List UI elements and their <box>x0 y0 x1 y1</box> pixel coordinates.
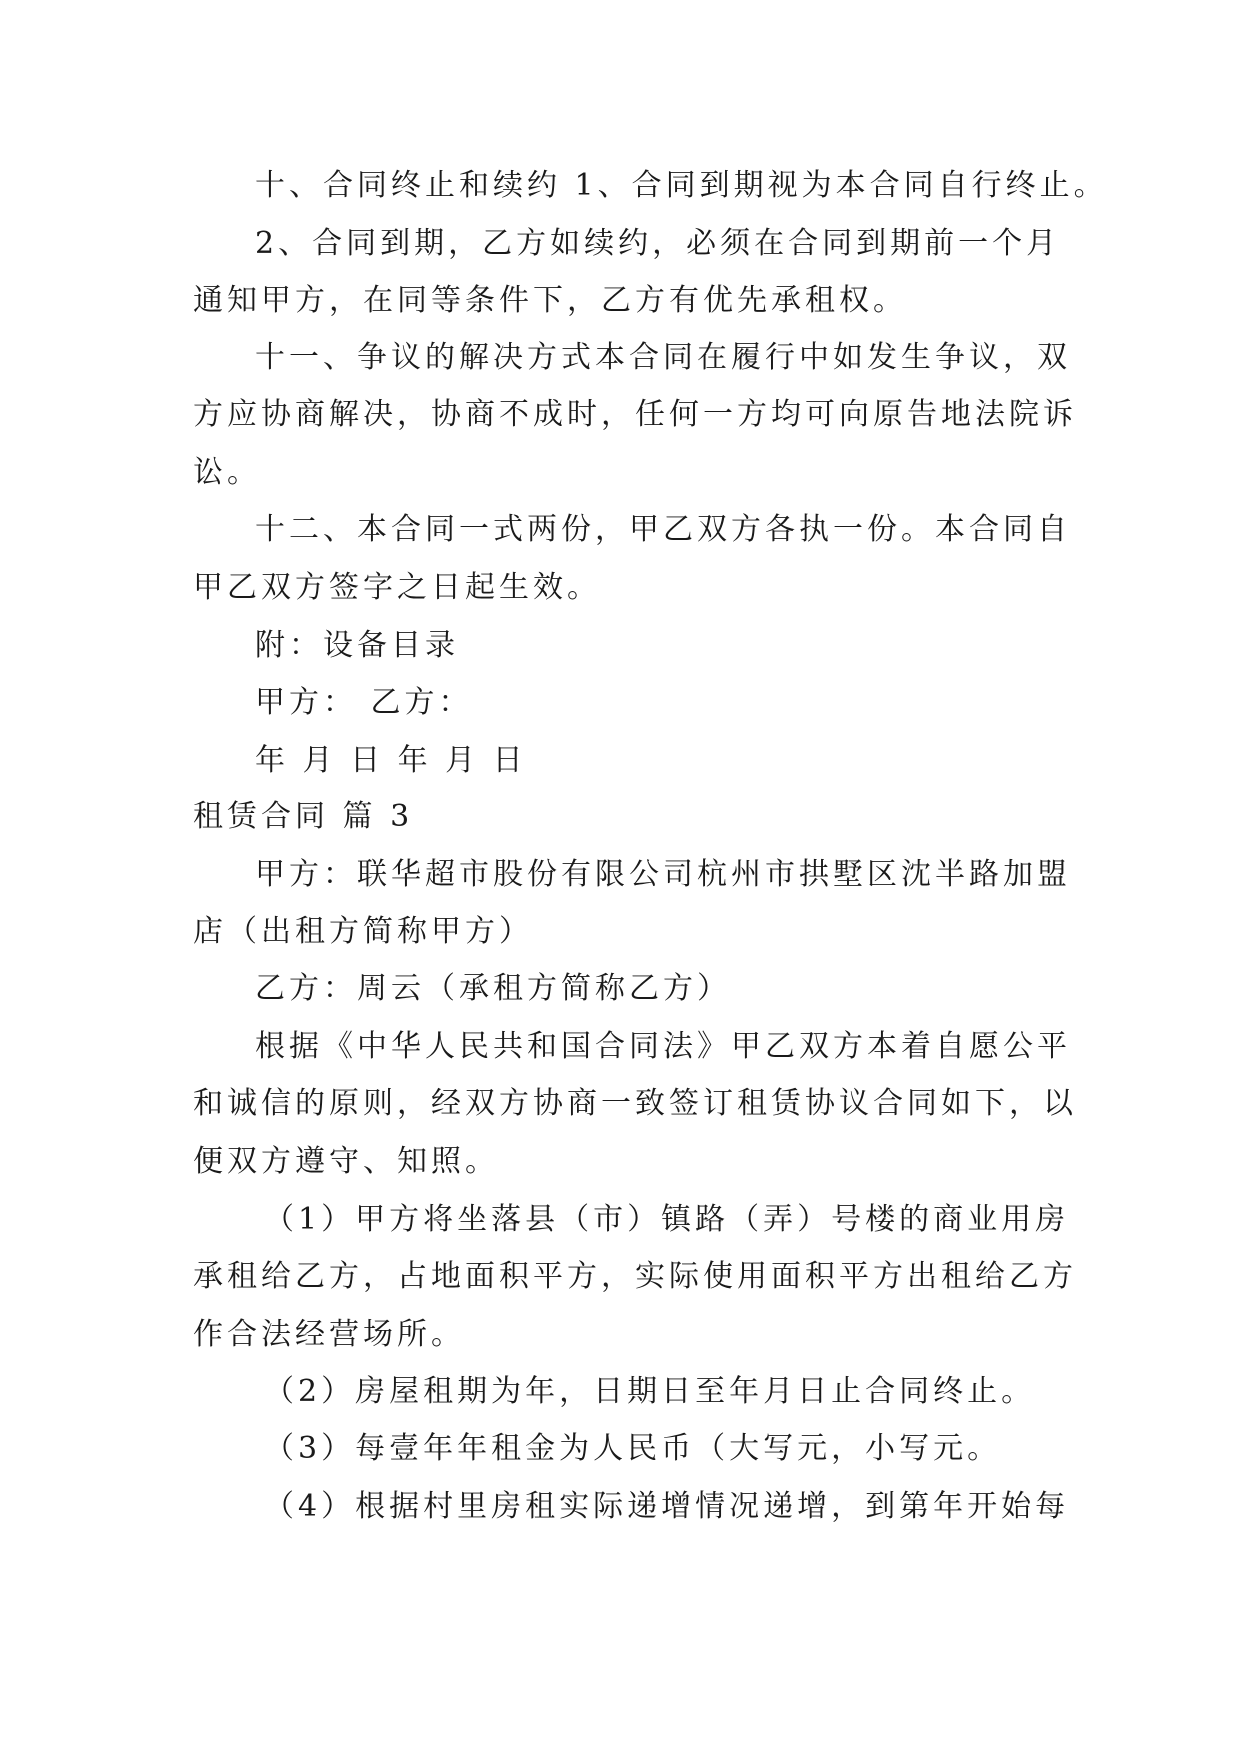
section-heading: 租赁合同 篇 3 <box>193 799 414 834</box>
paragraph-line: 便双方遵守、知照。 <box>193 1144 499 1179</box>
paragraph-line: 通知甲方，在同等条件下，乙方有优先承租权。 <box>193 283 907 318</box>
paragraph-line: 十二、本合同一式两份，甲乙双方各执一份。本合同自 <box>255 512 1071 547</box>
paragraph-line: 十一、争议的解决方式本合同在履行中如发生争议，双 <box>255 340 1071 375</box>
paragraph-line: 承租给乙方，占地面积平方，实际使用面积平方出租给乙方 <box>193 1259 1077 1294</box>
paragraph-line: 2、合同到期，乙方如续约，必须在合同到期前一个月 <box>255 226 1061 261</box>
paragraph-line: 根据《中华人民共和国合同法》甲乙双方本着自愿公平 <box>255 1029 1071 1064</box>
paragraph-line: 和诚信的原则，经双方协商一致签订租赁协议合同如下，以 <box>193 1086 1077 1121</box>
paragraph-line: 附：设备目录 <box>255 628 459 663</box>
paragraph-line: （3）每壹年年租金为人民币（大写元，小写元。 <box>264 1431 1002 1466</box>
signature-line: 甲方： 乙方： <box>255 685 473 720</box>
paragraph-line: （2）房屋租期为年，日期日至年月日止合同终止。 <box>264 1374 1036 1409</box>
paragraph-line: 十、合同终止和续约 1、合同到期视为本合同自行终止。 <box>255 168 1108 203</box>
paragraph-line: 甲乙双方签字之日起生效。 <box>193 570 601 605</box>
paragraph-line: 店（出租方简称甲方） <box>193 914 533 949</box>
paragraph-line: 讼。 <box>193 455 261 490</box>
paragraph-line: 乙方：周云（承租方简称乙方） <box>255 971 731 1006</box>
paragraph-line: 作合法经营场所。 <box>193 1317 465 1352</box>
date-line: 年 月 日 年 月 日 <box>255 743 527 778</box>
paragraph-line: 甲方：联华超市股份有限公司杭州市拱墅区沈半路加盟 <box>255 857 1071 892</box>
paragraph-line: （4）根据村里房租实际递增情况递增，到第年开始每 <box>264 1489 1070 1524</box>
paragraph-line: （1）甲方将坐落县（市）镇路（弄）号楼的商业用房 <box>264 1202 1070 1237</box>
paragraph-line: 方应协商解决，协商不成时，任何一方均可向原告地法院诉 <box>193 397 1077 432</box>
